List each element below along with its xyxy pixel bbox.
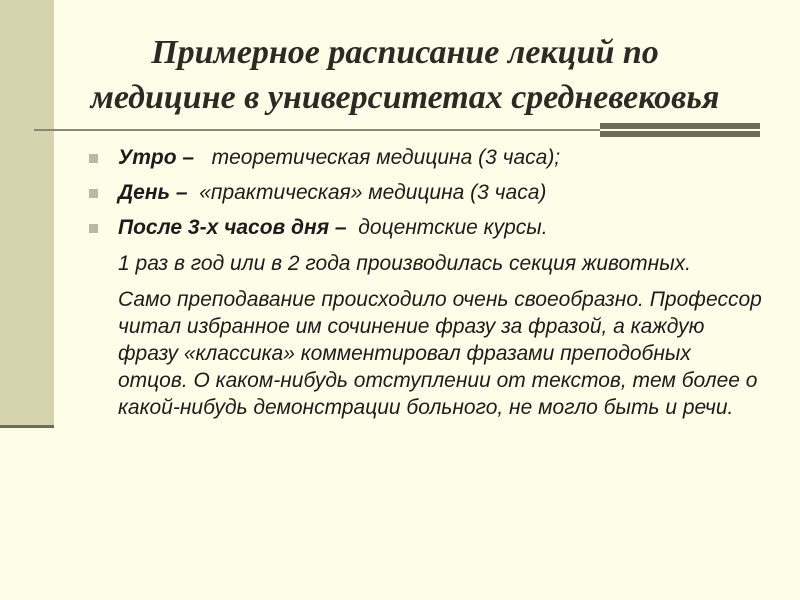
slide-title [60, 30, 750, 120]
bullet-text: теоретическая медицина (3 часа); [211, 146, 561, 169]
bullet-day [87, 179, 762, 206]
left-decorative-band [0, 0, 54, 425]
bullet-morning [87, 144, 762, 171]
square-bullet-icon [89, 154, 98, 163]
title-divider [34, 129, 600, 131]
bullet-label: День – [118, 181, 188, 204]
bullet-afternoon [87, 214, 762, 241]
bullet-text: «практическая» медицина (3 часа) [199, 181, 547, 204]
slide-title-line-2: медицине в университетах средневековья [90, 79, 720, 116]
bullet-label: Утро – [118, 146, 195, 169]
bullet-label: После 3-х часов дня – [118, 216, 347, 239]
paragraph-dissection: 1 раз в год или в 2 года производилась секция животных. [118, 252, 692, 275]
title-accent-bar-gap [600, 129, 760, 131]
square-bullet-icon [89, 224, 98, 233]
bullet-text [200, 146, 212, 169]
bullet-text: доцентские курсы. [358, 216, 548, 239]
slide-body [87, 144, 762, 427]
square-bullet-icon [89, 189, 98, 198]
left-band-underline [0, 425, 54, 428]
paragraph-teaching: Само преподавание происходило очень своеобразно. Профессор читал избранное им сочинение фразу за фразой, а каждую фразу «классика» комментировал фразами преподобных отцов. О каком-нибудь отступлении от текстов, тем более о какой-нибудь демонстрации больного, не могло быть и речи. [118, 288, 762, 419]
slide-title-line-1: Примерное расписание лекций по [151, 34, 659, 71]
